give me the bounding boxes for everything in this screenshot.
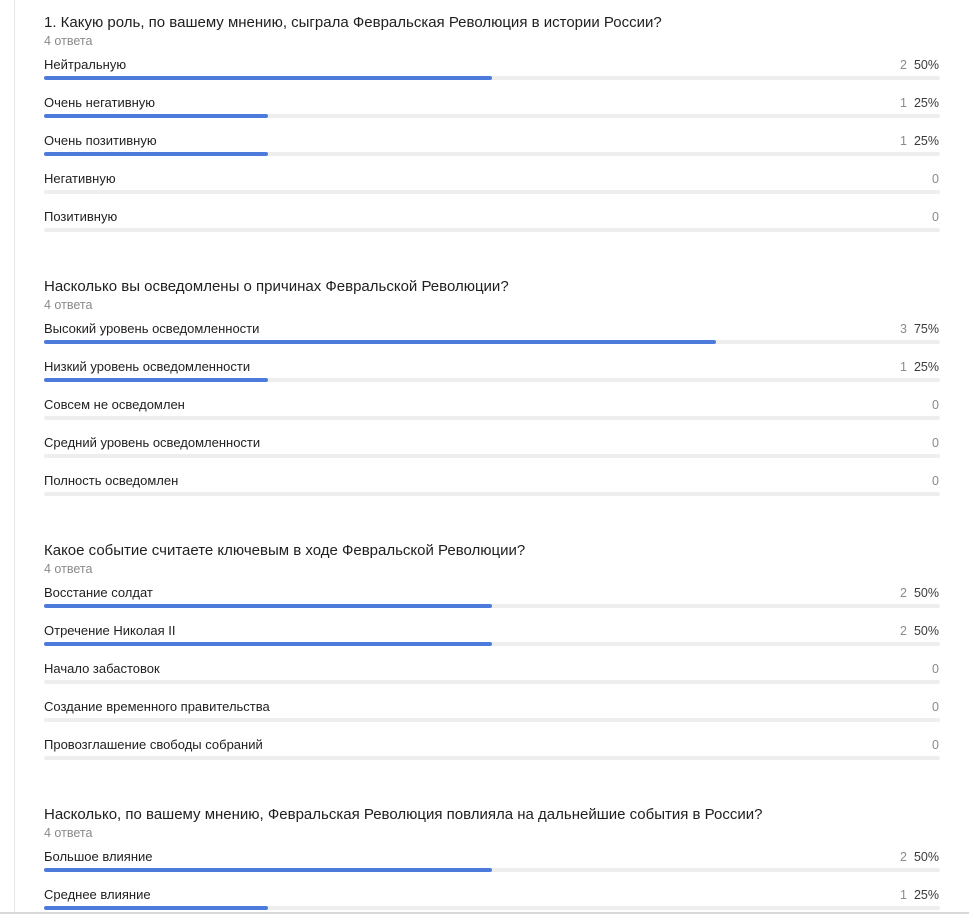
question-title: 1. Какую роль, по вашему мнению, сыграла Февральская Революция в истории России? bbox=[44, 14, 662, 31]
answer-count: 1 bbox=[900, 360, 907, 374]
answer-row bbox=[44, 170, 940, 208]
answer-stats bbox=[900, 57, 939, 73]
answer-bar-track bbox=[44, 604, 940, 608]
answer-count: 2 bbox=[900, 586, 907, 600]
answer-bar-track bbox=[44, 340, 940, 344]
answer-stats bbox=[900, 133, 939, 149]
answer-row bbox=[44, 622, 940, 660]
answer-row bbox=[44, 472, 940, 510]
answer-row bbox=[44, 94, 940, 132]
answer-stats bbox=[932, 209, 939, 225]
answer-row bbox=[44, 584, 940, 622]
answer-row bbox=[44, 886, 940, 914]
answer-bar-track bbox=[44, 642, 940, 646]
answer-count: 1 bbox=[900, 134, 907, 148]
answer-bar-track bbox=[44, 190, 940, 194]
answer-row bbox=[44, 736, 940, 774]
answer-row bbox=[44, 660, 940, 698]
answer-list bbox=[44, 56, 940, 246]
answer-percent: 25% bbox=[913, 134, 939, 148]
answer-count: 0 bbox=[932, 700, 939, 714]
answer-count: 0 bbox=[932, 662, 939, 676]
answer-count: 2 bbox=[900, 850, 907, 864]
answer-stats bbox=[900, 623, 939, 639]
answer-percent: 25% bbox=[913, 888, 939, 902]
answer-bar-track bbox=[44, 114, 940, 118]
answer-list bbox=[44, 320, 940, 510]
answer-row bbox=[44, 320, 940, 358]
answer-bar-fill bbox=[44, 642, 492, 646]
answer-count: 0 bbox=[932, 210, 939, 224]
question-block bbox=[44, 0, 940, 264]
answer-bar-fill bbox=[44, 378, 268, 382]
question-title: Насколько вы осведомлены о причинах Февральской Революции? bbox=[44, 278, 509, 295]
answer-count: 1 bbox=[900, 96, 907, 110]
question-block bbox=[44, 528, 940, 792]
answer-row bbox=[44, 56, 940, 94]
response-count: 4 ответа bbox=[44, 826, 93, 840]
answer-bar-track bbox=[44, 378, 940, 382]
question-title: Какое событие считаете ключевым в ходе Февральской Революции? bbox=[44, 542, 526, 559]
answer-label: Начало забастовок bbox=[44, 661, 160, 676]
answer-row bbox=[44, 434, 940, 472]
answer-stats bbox=[900, 887, 939, 903]
answer-stats bbox=[932, 737, 939, 753]
answer-percent: 50% bbox=[913, 586, 939, 600]
answer-stats bbox=[932, 699, 939, 715]
answer-count: 0 bbox=[932, 172, 939, 186]
answer-bar-track bbox=[44, 492, 940, 496]
answer-bar-track bbox=[44, 756, 940, 760]
answer-label: Восстание солдат bbox=[44, 585, 153, 600]
response-count: 4 ответа bbox=[44, 298, 93, 312]
answer-bar-track bbox=[44, 454, 940, 458]
answer-bar-track bbox=[44, 416, 940, 420]
answer-row bbox=[44, 358, 940, 396]
answer-stats bbox=[900, 359, 939, 375]
answer-label: Среднее влияние bbox=[44, 887, 151, 902]
answer-bar-track bbox=[44, 152, 940, 156]
answer-label: Очень позитивную bbox=[44, 133, 157, 148]
answer-label: Очень негативную bbox=[44, 95, 156, 110]
question-list bbox=[44, 0, 940, 914]
question-title: Насколько, по вашему мнению, Февральская Революция повлияла на дальнейшие события в России? bbox=[44, 806, 763, 823]
answer-label: Нейтральную bbox=[44, 57, 127, 72]
answer-label: Отречение Николая II bbox=[44, 623, 176, 638]
answer-label: Создание временного правительства bbox=[44, 699, 270, 714]
answer-row bbox=[44, 848, 940, 886]
answer-stats bbox=[932, 397, 939, 413]
question-block bbox=[44, 264, 940, 528]
answer-label: Совсем не осведомлен bbox=[44, 397, 185, 412]
answer-count: 1 bbox=[900, 888, 907, 902]
answer-percent: 25% bbox=[913, 96, 939, 110]
answer-row bbox=[44, 396, 940, 434]
left-divider bbox=[14, 0, 15, 914]
answer-stats bbox=[900, 95, 939, 111]
answer-bar-fill bbox=[44, 604, 492, 608]
answer-bar-track bbox=[44, 680, 940, 684]
answer-percent: 25% bbox=[913, 360, 939, 374]
answer-label: Высокий уровень осведомленности bbox=[44, 321, 260, 336]
question-block bbox=[44, 792, 940, 914]
answer-bar-track bbox=[44, 228, 940, 232]
answer-label: Провозглашение свободы собраний bbox=[44, 737, 263, 752]
answer-label: Негативную bbox=[44, 171, 116, 186]
answer-bar-fill bbox=[44, 340, 716, 344]
answer-label: Низкий уровень осведомленности bbox=[44, 359, 251, 374]
answer-bar-track bbox=[44, 868, 940, 872]
answer-bar-track bbox=[44, 906, 940, 910]
answer-stats bbox=[900, 849, 939, 865]
answer-count: 0 bbox=[932, 436, 939, 450]
answer-stats bbox=[932, 661, 939, 677]
answer-count: 3 bbox=[900, 322, 907, 336]
answer-label: Позитивную bbox=[44, 209, 118, 224]
answer-stats bbox=[932, 435, 939, 451]
answer-row bbox=[44, 208, 940, 246]
answer-count: 2 bbox=[900, 624, 907, 638]
answer-row bbox=[44, 698, 940, 736]
answer-stats bbox=[932, 171, 939, 187]
response-count: 4 ответа bbox=[44, 34, 93, 48]
answer-count: 0 bbox=[932, 738, 939, 752]
answer-bar-fill bbox=[44, 868, 492, 872]
response-count: 4 ответа bbox=[44, 562, 93, 576]
answer-bar-track bbox=[44, 718, 940, 722]
answer-bar-fill bbox=[44, 114, 268, 118]
answer-list bbox=[44, 848, 940, 914]
answer-stats bbox=[900, 321, 939, 337]
answer-bar-fill bbox=[44, 152, 268, 156]
answer-percent: 50% bbox=[913, 624, 939, 638]
answer-bar-track bbox=[44, 76, 940, 80]
answer-label: Полность осведомлен bbox=[44, 473, 179, 488]
answer-stats bbox=[900, 585, 939, 601]
answer-label: Большое влияние bbox=[44, 849, 153, 864]
answer-bar-fill bbox=[44, 76, 492, 80]
answer-row bbox=[44, 132, 940, 170]
answer-list bbox=[44, 584, 940, 774]
answer-count: 0 bbox=[932, 474, 939, 488]
answer-percent: 75% bbox=[913, 322, 939, 336]
answer-bar-fill bbox=[44, 906, 268, 910]
answer-percent: 50% bbox=[913, 850, 939, 864]
answer-label: Средний уровень осведомленности bbox=[44, 435, 261, 450]
answer-count: 0 bbox=[932, 398, 939, 412]
answer-stats bbox=[932, 473, 939, 489]
answer-percent: 50% bbox=[913, 58, 939, 72]
answer-count: 2 bbox=[900, 58, 907, 72]
